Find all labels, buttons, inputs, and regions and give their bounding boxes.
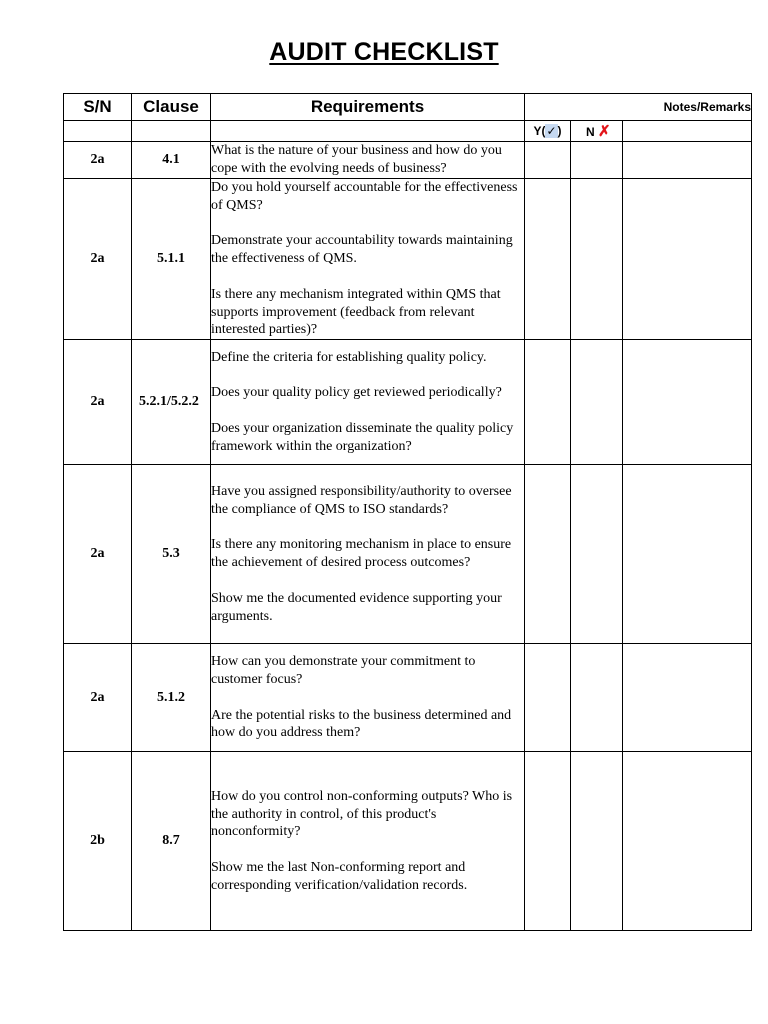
requirement-text: Do you hold yourself accountable for the effectiveness of QMS?: [211, 180, 518, 213]
row-clause: 5.2.1/5.2.2: [132, 340, 211, 465]
requirements-header: Requirements: [211, 94, 525, 121]
yes-label-close: ): [557, 124, 562, 138]
row-requirements: [211, 179, 525, 340]
row-sn: 2b: [64, 752, 132, 931]
no-checkbox-cell[interactable]: [571, 340, 623, 465]
requirement-text: How do you control non-conforming outputs? Who is the authority in control, of this product's nonconformity?: [211, 788, 513, 840]
table-row: [64, 179, 752, 340]
yes-checkbox-cell[interactable]: [525, 752, 571, 931]
yes-checkbox-cell[interactable]: [525, 465, 571, 644]
row-sn: 2a: [64, 179, 132, 340]
table-row: [64, 465, 752, 644]
notes-cell[interactable]: [623, 179, 752, 340]
notes-cell[interactable]: [623, 752, 752, 931]
requirement-text: Does your organization disseminate the quality policy framework within the organization?: [211, 420, 514, 454]
no-checkbox-cell[interactable]: [571, 465, 623, 644]
notes-cell[interactable]: [623, 340, 752, 465]
table-row: [64, 340, 752, 465]
row-requirements: [211, 340, 525, 465]
requirements-subheader-blank: [211, 121, 525, 142]
table-row: [64, 142, 752, 179]
yes-label: Y(: [533, 124, 546, 138]
notes-cell[interactable]: [623, 465, 752, 644]
table-row: [64, 752, 752, 931]
requirement-text: Define the criteria for establishing quality policy.: [211, 349, 487, 365]
requirement-text: Have you assigned responsibility/authority to oversee the compliance of QMS to ISO standards?: [211, 483, 512, 517]
row-sn: 2a: [64, 340, 132, 465]
no-checkbox-cell[interactable]: [571, 752, 623, 931]
yes-checkbox-cell[interactable]: [525, 340, 571, 465]
clause-subheader-blank: [132, 121, 211, 142]
yes-checkbox-cell[interactable]: [525, 179, 571, 340]
requirement-text: Is there any monitoring mechanism in place to ensure the achievement of desired process outcomes?: [211, 537, 512, 571]
row-clause: 8.7: [132, 752, 211, 931]
audit-checklist-table: [63, 93, 752, 931]
notes-cell[interactable]: [623, 142, 752, 179]
row-requirements: [211, 465, 525, 644]
row-clause: 5.3: [132, 465, 211, 644]
no-label: N: [586, 125, 595, 139]
row-sn: 2a: [64, 465, 132, 644]
row-clause: 5.1.1: [132, 179, 211, 340]
row-clause: 4.1: [132, 142, 211, 179]
requirement-text: Is there any mechanism integrated within QMS that supports improvement (feedback from relevant interested parties)?: [211, 286, 501, 338]
header-row: [64, 94, 752, 121]
document-title: [0, 38, 768, 67]
no-checkbox-cell[interactable]: [571, 142, 623, 179]
row-requirements: [211, 752, 525, 931]
yes-checkbox-cell[interactable]: [525, 644, 571, 752]
requirement-text: Show me the last Non-conforming report and corresponding verification/validation records.: [211, 859, 468, 893]
row-requirements: [211, 644, 525, 752]
notes-cell[interactable]: [623, 644, 752, 752]
table-row: [64, 644, 752, 752]
no-checkbox-cell[interactable]: [571, 179, 623, 340]
requirement-text: How can you demonstrate your commitment to customer focus?: [211, 654, 476, 687]
check-icon: ✓: [546, 124, 557, 138]
row-requirements: [211, 142, 525, 179]
no-column-header: [571, 121, 623, 142]
requirement-text: Does your quality policy get reviewed periodically?: [211, 385, 502, 401]
no-checkbox-cell[interactable]: [571, 644, 623, 752]
subheader-row: [64, 121, 752, 142]
sn-subheader-blank: [64, 121, 132, 142]
cross-icon: ✗: [598, 123, 611, 140]
requirement-text: Show me the documented evidence supporting your arguments.: [211, 590, 502, 624]
yes-checkbox-cell[interactable]: [525, 142, 571, 179]
row-sn: 2a: [64, 142, 132, 179]
yes-column-header: [525, 121, 571, 142]
notes-subheader-blank: [623, 121, 752, 142]
row-sn: 2a: [64, 644, 132, 752]
row-clause: 5.1.2: [132, 644, 211, 752]
title-text: AUDIT CHECKLIST: [269, 38, 499, 66]
requirement-text: Demonstrate your accountability towards maintaining the effectiveness of QMS.: [211, 233, 513, 267]
sn-header: S/N: [64, 94, 132, 121]
notes-remarks-header: Notes/Remarks: [525, 94, 752, 121]
clause-header: Clause: [132, 94, 211, 121]
requirement-text: Are the potential risks to the business determined and how do you address them?: [211, 707, 512, 741]
requirement-text: What is the nature of your business and how do you cope with the evolving needs of business?: [211, 143, 502, 176]
